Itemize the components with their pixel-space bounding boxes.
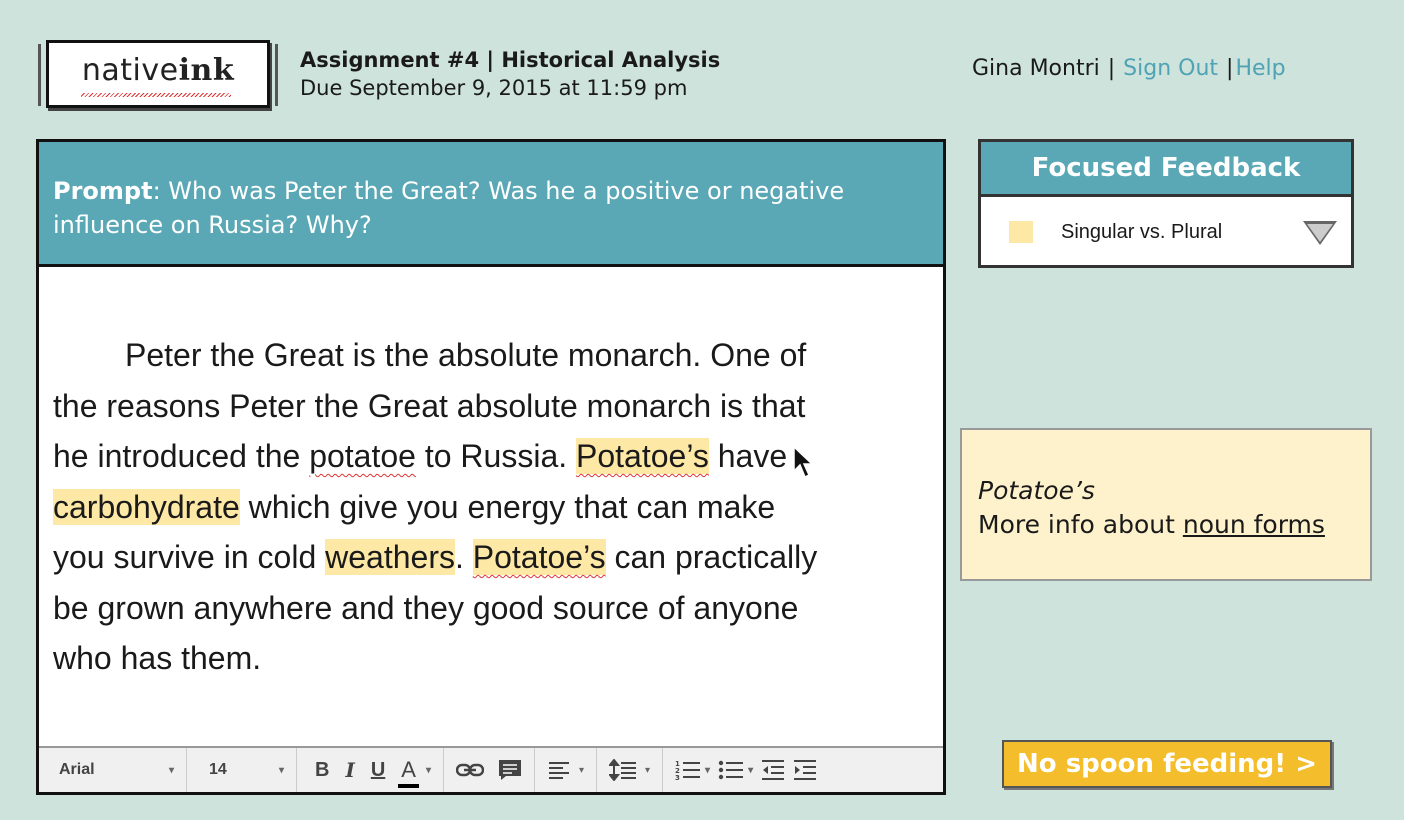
logo-text xyxy=(49,53,267,88)
essay-text[interactable] xyxy=(53,330,933,684)
mouse-cursor-icon xyxy=(792,446,814,480)
essay-line xyxy=(53,381,933,432)
highlighted-error[interactable]: Potatoe’s xyxy=(576,438,709,474)
chevron-down-icon: ▾ xyxy=(748,764,754,776)
comment-icon[interactable] xyxy=(498,759,522,781)
numbered-list-button[interactable] xyxy=(675,759,710,781)
insert-group xyxy=(444,748,535,792)
font-size-select[interactable] xyxy=(187,748,297,792)
user-area xyxy=(972,56,1286,81)
font-size-value: 14 xyxy=(209,761,227,778)
essay-line xyxy=(53,482,933,533)
feedback-category-select[interactable] xyxy=(981,197,1351,265)
sign-out-link[interactable]: Sign Out xyxy=(1123,56,1219,81)
info-prefix: More info about xyxy=(978,510,1183,539)
user-name: Gina Montri xyxy=(972,56,1100,81)
chevron-down-icon: ▾ xyxy=(645,764,651,776)
chevron-down-icon: ▾ xyxy=(578,764,585,776)
chevron-down-icon: ▾ xyxy=(278,764,284,776)
essay-text-span: be grown anywhere and they good source of anyone xyxy=(53,589,799,626)
highlight-color-swatch xyxy=(1009,221,1033,243)
essay-line xyxy=(53,633,933,684)
logo-ink: ink xyxy=(178,53,235,88)
help-link[interactable]: Help xyxy=(1235,56,1286,81)
numbered-list-icon xyxy=(675,759,701,781)
assignment-header xyxy=(300,46,720,102)
logo-divider-right xyxy=(275,44,278,106)
feedback-category-label: Singular vs. Plural xyxy=(1061,221,1223,243)
logo-box xyxy=(46,40,270,108)
svg-text:3: 3 xyxy=(675,774,680,781)
color-swatch-bar xyxy=(398,784,419,788)
svg-text:2: 2 xyxy=(675,767,680,775)
essay-text-span: to Russia. xyxy=(415,438,577,474)
no-spoon-feeding-button[interactable]: No spoon feeding! > xyxy=(1002,740,1332,788)
essay-line xyxy=(53,330,933,381)
text-color-letter: A xyxy=(401,757,416,782)
line-spacing-select[interactable] xyxy=(597,748,663,792)
line-spacing-icon xyxy=(609,759,637,781)
highlighted-error[interactable]: carbohydrate xyxy=(53,488,240,525)
focused-feedback-title: Focused Feedback xyxy=(981,142,1351,197)
italic-button[interactable]: I xyxy=(345,758,355,782)
prompt-text: : Who was Peter the Great? Was he a positive or negative influence on Russia? Why? xyxy=(53,177,845,239)
font-family-select[interactable] xyxy=(39,748,187,792)
noun-forms-link[interactable]: noun forms xyxy=(1182,510,1325,539)
list-group xyxy=(663,748,829,792)
bulleted-list-icon xyxy=(718,759,744,781)
misspelled-word[interactable]: potatoe xyxy=(309,438,416,474)
text-color-button[interactable] xyxy=(401,757,431,783)
essay-text-span: have xyxy=(708,438,788,474)
prompt-label: Prompt xyxy=(53,177,153,205)
align-left-icon xyxy=(547,760,571,780)
essay-line xyxy=(53,583,933,634)
info-line xyxy=(978,508,1354,542)
dropdown-triangle-icon[interactable] xyxy=(1303,221,1337,245)
essay-text-span: you survive in cold xyxy=(53,539,326,575)
svg-text:1: 1 xyxy=(675,760,680,768)
outdent-icon xyxy=(761,759,785,781)
indent-icon xyxy=(793,759,817,781)
highlighted-error[interactable]: Potatoe’s xyxy=(472,539,606,575)
decrease-indent-button[interactable] xyxy=(761,759,785,781)
essay-text-span: which give you energy that can make xyxy=(239,488,776,525)
separator: | xyxy=(1226,56,1234,81)
bold-button[interactable]: B xyxy=(315,758,330,781)
essay-text-span: can practically xyxy=(605,539,818,575)
chevron-down-icon: ▾ xyxy=(168,764,174,776)
chevron-down-icon: ▾ xyxy=(425,764,431,776)
text-style-group xyxy=(297,748,444,792)
focused-feedback-panel xyxy=(978,139,1354,268)
logo[interactable] xyxy=(38,40,278,108)
link-icon[interactable] xyxy=(456,762,484,778)
logo-native: native xyxy=(81,53,179,88)
prompt-banner xyxy=(39,142,943,267)
separator: | xyxy=(1107,56,1116,81)
essay-text-span: who has them. xyxy=(53,640,262,676)
text-color-icon xyxy=(401,757,416,783)
font-family-value: Arial xyxy=(59,761,95,778)
align-select[interactable] xyxy=(535,748,597,792)
assignment-title: Assignment #4 | Historical Analysis xyxy=(300,48,721,72)
underline-button[interactable]: U xyxy=(370,758,386,781)
spellcheck-squiggle xyxy=(81,93,231,97)
chevron-down-icon: ▾ xyxy=(705,764,711,776)
highlighted-error[interactable]: weathers xyxy=(325,539,455,575)
essay-text-span: he introduced the xyxy=(53,438,310,474)
essay-text-span: . xyxy=(454,539,473,575)
essay-line xyxy=(53,532,933,583)
logo-divider-left xyxy=(38,44,41,106)
feedback-info-card xyxy=(960,428,1372,581)
formatting-toolbar xyxy=(39,746,943,792)
essay-text-span: Peter the Great is the absolute monarch. One of xyxy=(125,337,807,373)
bulleted-list-button[interactable] xyxy=(718,759,753,781)
info-word: Potatoe’s xyxy=(978,476,1095,505)
increase-indent-button[interactable] xyxy=(793,759,817,781)
essay-text-span: the reasons Peter the Great absolute monarch is that xyxy=(53,387,806,424)
assignment-due: Due September 9, 2015 at 11:59 pm xyxy=(300,76,688,100)
